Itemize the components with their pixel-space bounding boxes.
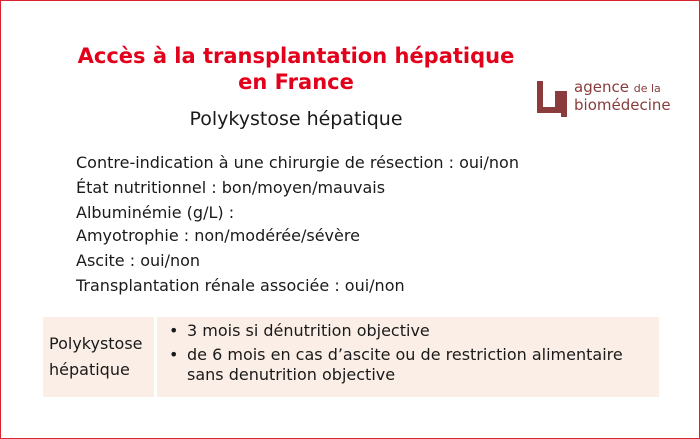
criteria-item: Amyotrophie : non/modérée/sévère <box>76 226 360 245</box>
table-label-line-1: Polykystose <box>49 334 143 353</box>
logo-text <box>574 79 671 114</box>
criteria-item: Ascite : oui/non <box>76 251 201 270</box>
table-bullet-item: • de 6 mois en cas d’ascite ou de restriction alimentaire sans denutrition objective <box>167 345 657 385</box>
criteria-table <box>43 317 659 397</box>
table-label-cell <box>43 317 155 397</box>
criteria-list <box>76 151 519 297</box>
logo-word-de-la: de la <box>633 82 661 95</box>
title-line-1: Accès à la transplantation hépatique <box>77 44 515 68</box>
table-label <box>49 331 143 383</box>
page-subtitle: Polykystose hépatique <box>189 108 403 130</box>
table-label-line-2: hépatique <box>49 360 130 379</box>
page-title <box>51 43 541 95</box>
logo-word-agence: agence <box>574 78 629 96</box>
criteria-item: Transplantation rénale associée : oui/non <box>76 276 405 295</box>
table-content-cell <box>157 317 659 397</box>
agence-logo-mark-icon <box>535 81 569 117</box>
table-bullet-item: • 3 mois si dénutrition objective <box>167 321 657 341</box>
table-bullet-list <box>167 321 657 389</box>
title-line-2: en France <box>238 70 354 94</box>
criteria-item: Contre-indication à une chirurgie de résection : oui/non <box>76 153 519 172</box>
agence-biomedecine-logo <box>535 77 675 123</box>
criteria-item: Albuminémie (g/L) : <box>76 203 235 222</box>
criteria-item: État nutritionnel : bon/moyen/mauvais <box>76 178 386 197</box>
logo-word-biomedecine: biomédecine <box>574 96 671 114</box>
